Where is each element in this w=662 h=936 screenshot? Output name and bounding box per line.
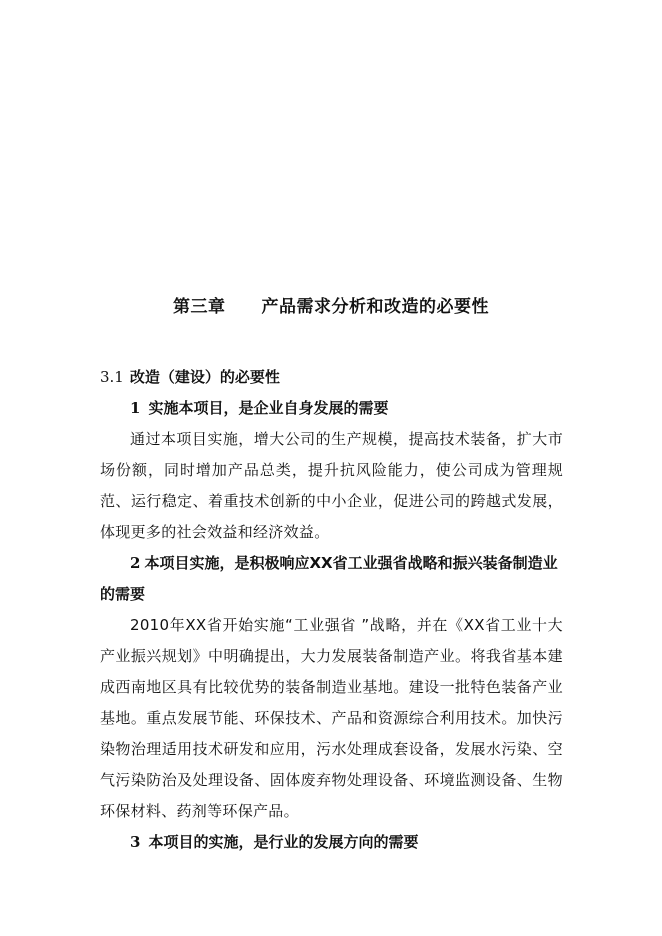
chapter-title xyxy=(0,292,662,317)
subsection-heading-2 xyxy=(100,548,563,610)
section-title: 改造（建设）的必要性 xyxy=(129,368,280,386)
subsection-number-3: 3 xyxy=(130,833,141,851)
paragraph-1: 通过本项目实施，增大公司的生产规模，提高技术装备，扩大市场份额，同时增加产品总类，提升抗风险能力，使公司成为管理规范、运行稳定、着重技术创新的中小企业，促进公司的跨越式发展，体现更多的社会效益和经济效益。 xyxy=(100,430,563,541)
chapter-label: 第三章 xyxy=(173,297,226,317)
subsection-title-2: 本项目实施，是积极响应XX省工业强省战略和振兴装备制造业的需要 xyxy=(100,554,558,603)
subsection-heading-3 xyxy=(100,827,563,858)
subsection-number-1: 1 xyxy=(130,399,141,417)
subsection-heading-1 xyxy=(100,393,563,424)
subsection-title-3: 本项目的实施，是行业的发展方向的需要 xyxy=(148,833,419,851)
chapter-heading: 产品需求分析和改造的必要性 xyxy=(261,297,489,317)
document-body xyxy=(100,362,563,858)
paragraph-2: 2010年XX省开始实施“工业强省 ”战略，并在《XX省工业十大产业振兴规划》中明确提出，大力发展装备制造产业。将我省基本建成西南地区具有比较优势的装备制造业基地。建设一批特色装备产业基地。重点发展节能、环保技术、产品和资源综合利用技术。加快污染物治理适用技术研发和应用，污水处理成套设备，发展水污染、空气污染防治及处理设备、固体废弃物处理设备、环境监测设备、生物环保材料、药剂等环保产品。 xyxy=(100,616,563,820)
subsection-title-1: 实施本项目，是企业自身发展的需要 xyxy=(148,399,389,417)
section-number: 3.1 xyxy=(100,368,124,386)
subsection-number-2: 2 xyxy=(130,554,141,572)
section-heading xyxy=(100,362,563,393)
